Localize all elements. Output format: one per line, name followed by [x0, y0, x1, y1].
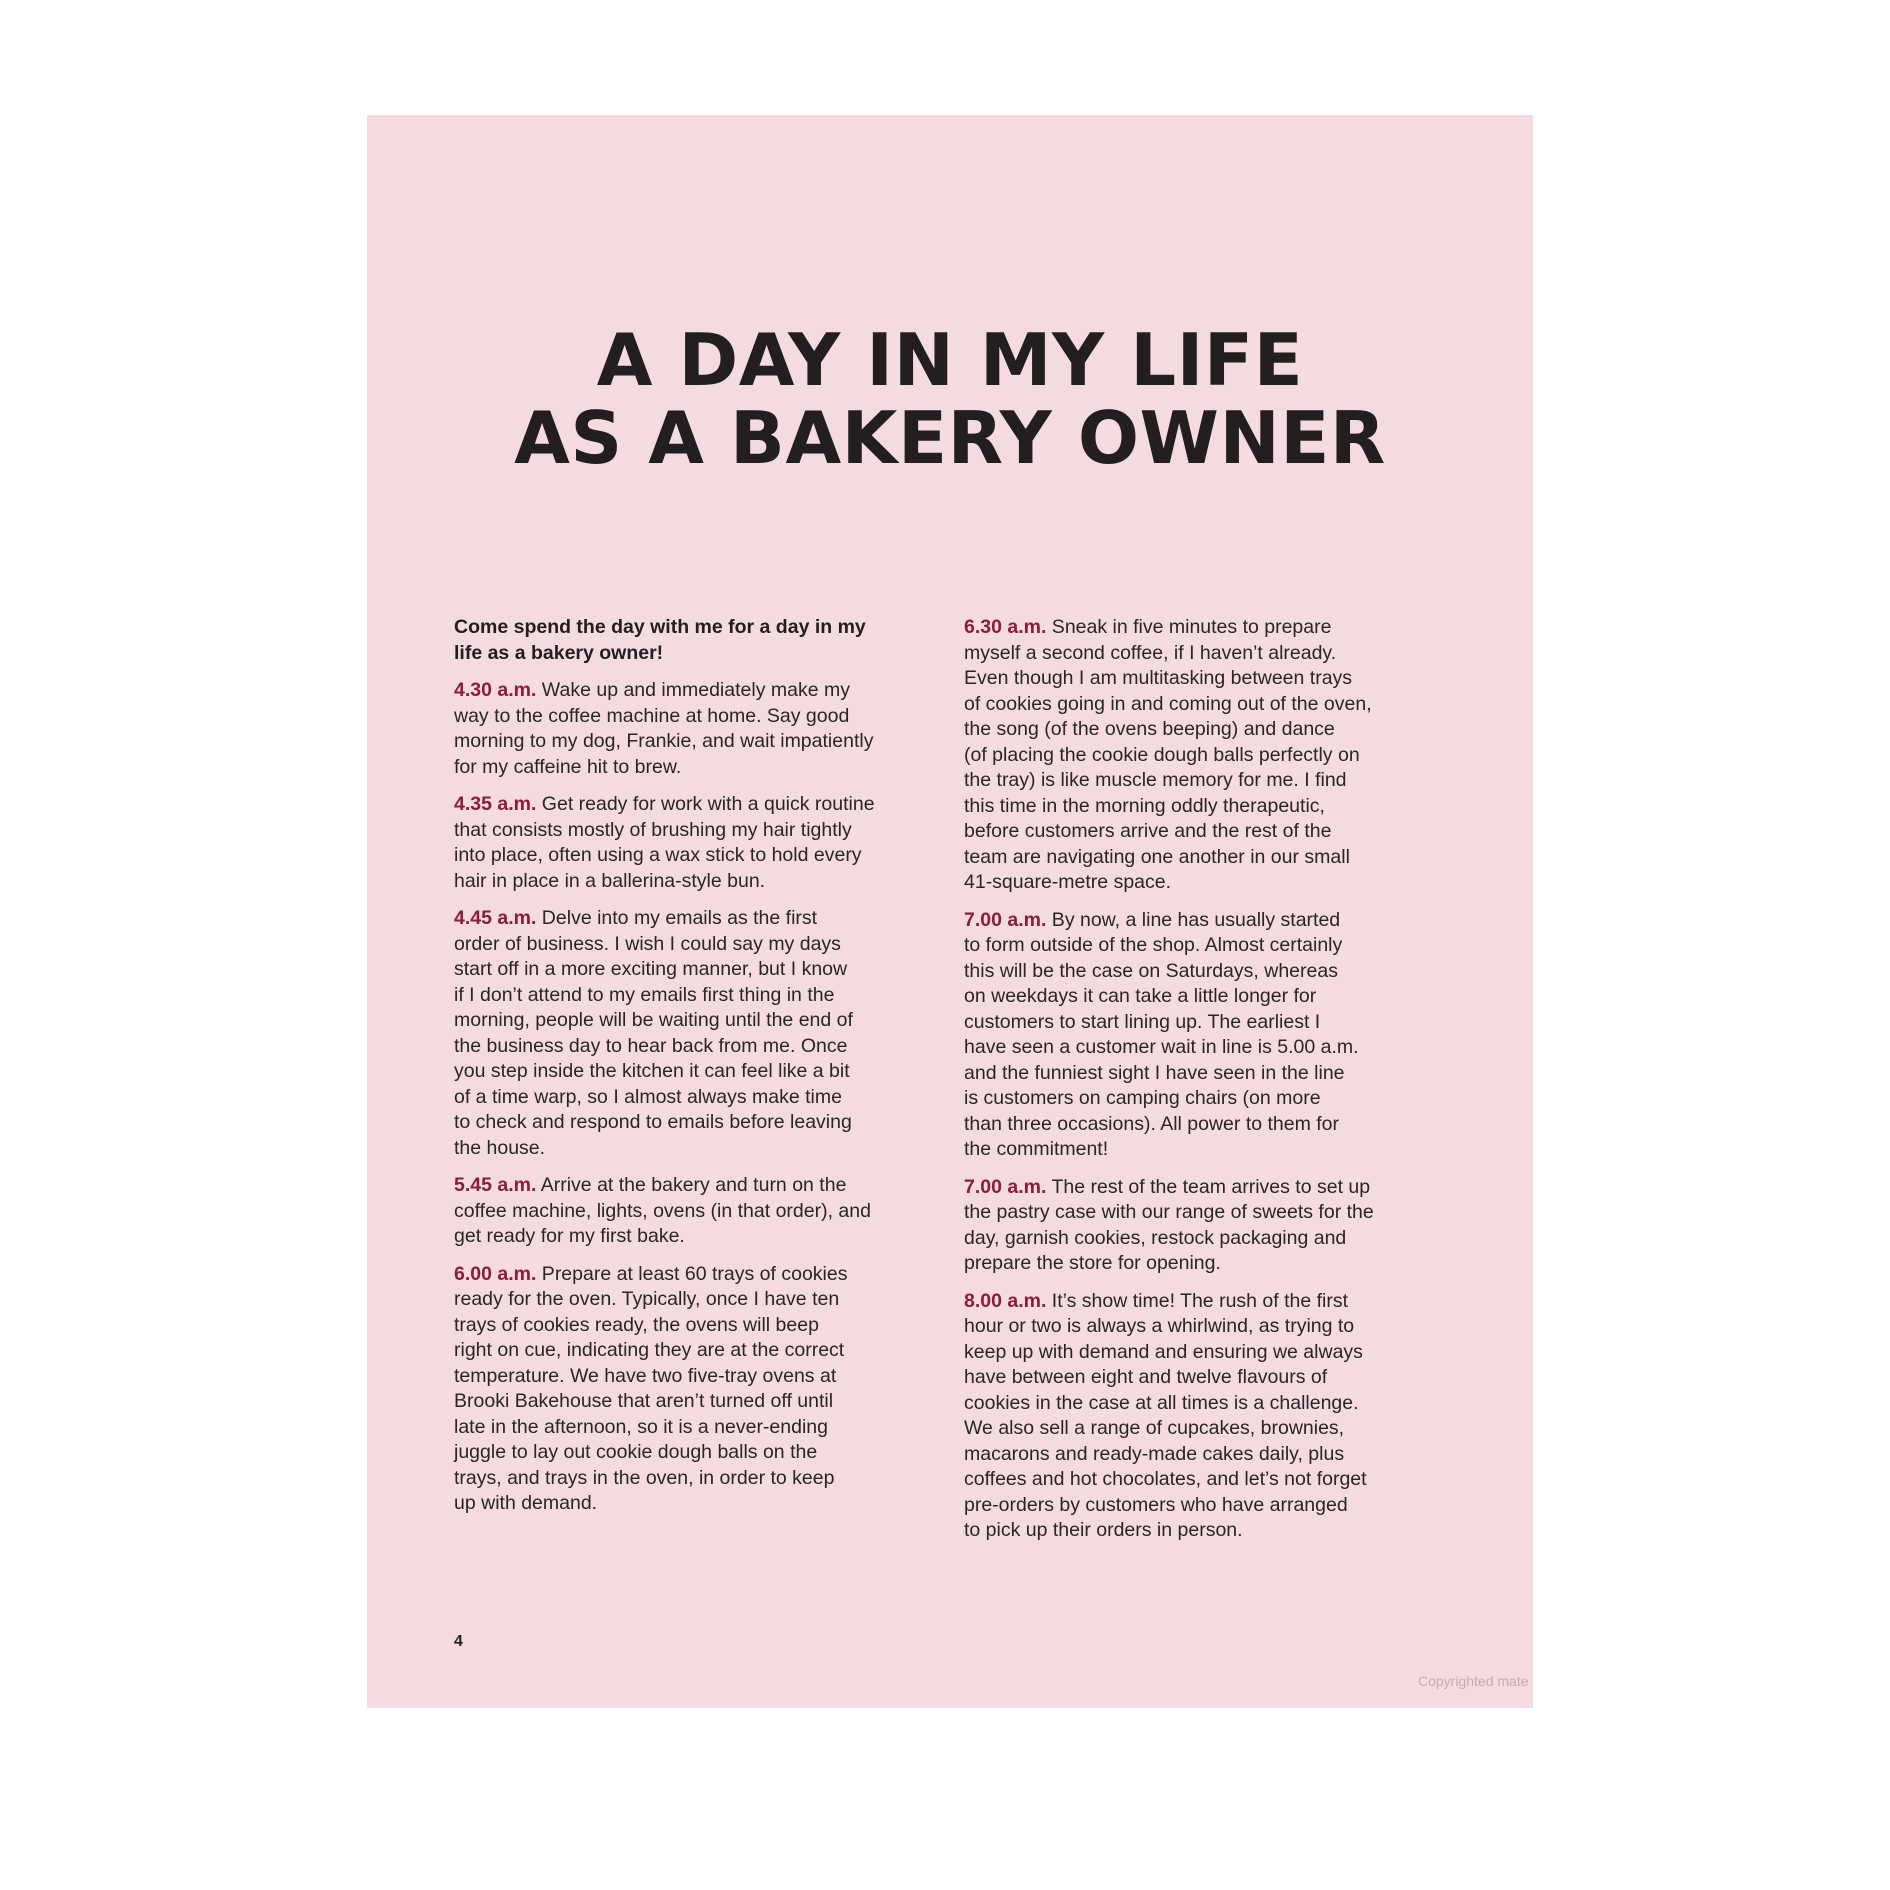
text-line: trays, and trays in the oven, in order to keep [454, 1466, 835, 1489]
text-line [454, 1173, 944, 1199]
text-line [454, 678, 944, 704]
text-line: get ready for my first bake. [454, 1225, 685, 1247]
time-label: 4.45 a.m. [454, 907, 537, 929]
timeline-entry [454, 678, 944, 780]
entry-text: Sneak in five minutes to prepare [1046, 616, 1332, 638]
text-line: ready for the oven. Typically, once I have ten [454, 1288, 840, 1310]
text-line: day, garnish cookies, restock packaging and [964, 1226, 1347, 1249]
timeline-entry [454, 792, 944, 894]
text-line: of a time warp, so I almost always make time [454, 1085, 842, 1108]
text-line: you step inside the kitchen it can feel like a bit [454, 1060, 850, 1082]
time-label: 7.00 a.m. [964, 1175, 1047, 1198]
text-line: that consists mostly of brushing my hair tightly [454, 818, 852, 841]
text-line: order of business. I wish I could say my days [454, 932, 841, 955]
entry-text: Prepare at least 60 trays of cookies [536, 1262, 848, 1285]
title-line: A DAY IN MY LIFE [596, 318, 1304, 403]
text-line: trays of cookies ready, the ovens will beep [454, 1313, 819, 1336]
timeline-entry [454, 1262, 944, 1517]
text-line: team are navigating one another in our small [964, 845, 1350, 868]
intro-line: Come spend the day with me for a day in my [454, 616, 866, 638]
title-line: AS A BAKERY OWNER [514, 396, 1386, 481]
text-line: late in the afternoon, so it is a never-ending [454, 1415, 828, 1438]
timeline-entry [964, 615, 1464, 896]
text-line: up with demand. [454, 1492, 598, 1514]
text-line: to pick up their orders in person. [964, 1519, 1243, 1541]
time-label: 4.30 a.m. [454, 679, 537, 701]
text-line: cookies in the case at all times is a challenge. [964, 1391, 1359, 1414]
text-line: this will be the case on Saturdays, whereas [964, 959, 1338, 982]
text-line: than three occasions). All power to them for [964, 1112, 1340, 1135]
text-line: the house. [454, 1136, 546, 1159]
entry-text: By now, a line has usually started [1046, 908, 1341, 931]
text-line: macarons and ready-made cakes daily, plus [964, 1442, 1345, 1465]
page-number: 4 [454, 1633, 463, 1650]
text-line [964, 908, 1464, 934]
text-line: juggle to lay out cookie dough balls on the [454, 1441, 818, 1463]
text-line: We also sell a range of cupcakes, brownies, [964, 1417, 1345, 1439]
text-line: right on cue, indicating they are at the correct [454, 1339, 845, 1361]
text-line: temperature. We have two five-tray ovens at [454, 1364, 837, 1387]
time-label: 8.00 a.m. [964, 1289, 1047, 1312]
copyright-watermark: Copyrighted mate [1418, 1673, 1529, 1689]
text-line [964, 615, 1464, 641]
text-line [964, 1175, 1464, 1201]
text-line: hair in place in a ballerina-style bun. [454, 869, 766, 892]
timeline-entry [454, 1173, 944, 1250]
text-line: the commitment! [964, 1138, 1109, 1160]
timeline-entry [964, 1175, 1464, 1277]
time-label: 5.45 a.m. [454, 1174, 537, 1196]
text-line: customers to start lining up. The earliest I [964, 1010, 1321, 1033]
text-line: to check and respond to emails before leaving [454, 1111, 852, 1133]
text-line [454, 906, 944, 932]
text-line: and the funniest sight I have seen in the line [964, 1061, 1345, 1084]
text-line: before customers arrive and the rest of the [964, 820, 1332, 842]
text-line: if I don’t attend to my emails first thing in the [454, 983, 835, 1006]
text-line: morning to my dog, Frankie, and wait impatiently [454, 730, 874, 752]
timeline-entry [964, 1289, 1464, 1544]
entry-text: Delve into my emails as the first [536, 907, 818, 929]
book-page [367, 115, 1533, 1708]
column-right [964, 615, 1464, 1556]
text-line: Brooki Bakehouse that aren’t turned off until [454, 1390, 834, 1412]
time-label: 6.30 a.m. [964, 616, 1047, 638]
text-line: pre-orders by customers who have arranged [964, 1493, 1348, 1516]
text-line: morning, people will be waiting until the end of [454, 1009, 853, 1031]
text-line: hour or two is always a whirlwind, as trying to [964, 1315, 1355, 1337]
entry-text: Wake up and immediately make my [536, 679, 850, 701]
text-line [964, 1289, 1464, 1315]
intro-line: life as a bakery owner! [454, 641, 664, 664]
entry-text: It’s show time! The rush of the first [1046, 1289, 1349, 1312]
text-line: Even though I am multitasking between trays [964, 667, 1353, 689]
text-line: into place, often using a wax stick to hold every [454, 844, 862, 866]
time-label: 6.00 a.m. [454, 1262, 537, 1285]
intro-paragraph [454, 615, 944, 666]
text-line: the tray) is like muscle memory for me. I find [964, 769, 1347, 791]
text-line: the song (of the ovens beeping) and dance [964, 718, 1335, 740]
column-left [454, 615, 944, 1529]
text-line [454, 1262, 944, 1288]
text-line: myself a second coffee, if I haven’t already. [964, 641, 1337, 664]
text-line: the pastry case with our range of sweets for the [964, 1201, 1374, 1223]
text-line: of cookies going in and coming out of the oven, [964, 692, 1372, 715]
text-line [454, 792, 944, 818]
text-line: coffees and hot chocolates, and let’s not forget [964, 1468, 1367, 1490]
entry-text: Arrive at the bakery and turn on the [536, 1174, 847, 1196]
text-line: have seen a customer wait in line is 5.00 a.m. [964, 1036, 1359, 1058]
timeline-entry [454, 906, 944, 1161]
text-line: prepare the store for opening. [964, 1252, 1221, 1274]
text-line: the business day to hear back from me. Once [454, 1034, 848, 1057]
text-line: start off in a more exciting manner, but I know [454, 958, 848, 980]
text-line: (of placing the cookie dough balls perfectly on [964, 743, 1360, 766]
time-label: 4.35 a.m. [454, 793, 537, 815]
text-line: keep up with demand and ensuring we always [964, 1340, 1363, 1363]
text-line: is customers on camping chairs (on more [964, 1087, 1321, 1109]
entry-text: The rest of the team arrives to set up [1046, 1175, 1371, 1198]
entry-text: Get ready for work with a quick routine [536, 793, 875, 815]
text-line: 41-square-metre space. [964, 871, 1172, 893]
text-line: this time in the morning oddly therapeutic, [964, 794, 1325, 817]
text-line: have between eight and twelve flavours of [964, 1366, 1328, 1388]
text-line: to form outside of the shop. Almost certainly [964, 934, 1343, 956]
timeline-entry [964, 908, 1464, 1163]
page-title [367, 318, 1533, 481]
text-line: on weekdays it can take a little longer for [964, 985, 1317, 1007]
text-line: way to the coffee machine at home. Say good [454, 704, 850, 727]
time-label: 7.00 a.m. [964, 908, 1047, 931]
text-line: for my caffeine hit to brew. [454, 755, 682, 778]
text-line: coffee machine, lights, ovens (in that order), and [454, 1199, 871, 1222]
